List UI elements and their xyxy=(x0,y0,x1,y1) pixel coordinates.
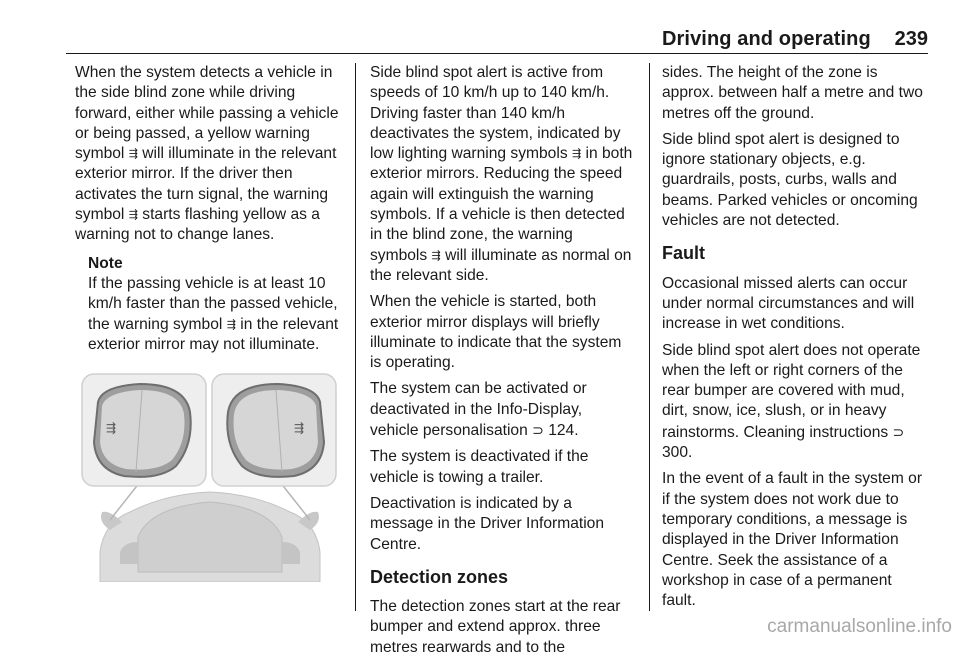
column-2 xyxy=(370,63,634,664)
paragraph: The system is deactivated if the vehicle is towing a trailer. xyxy=(370,448,589,486)
page-header xyxy=(66,26,928,54)
column-divider xyxy=(649,63,650,611)
page-reference-icon: ⊃ xyxy=(892,423,905,440)
watermark: carmanualsonline.info xyxy=(767,616,952,637)
section-title: Driving and operating xyxy=(662,28,871,50)
paragraph: In the event of a fault in the system or if the system does not work due to temporary conditions, a message is displayed in the Driver Information Centre. Seek the assistance of a workshop in case of a permanent fault. xyxy=(662,470,923,610)
page-reference[interactable]: 300. xyxy=(662,444,693,462)
column-1 xyxy=(75,63,353,355)
paragraph: Side blind spot alert does not operate when the left or right corners of the rear bumper are covered with mud, dirt, snow, ice, slush, or in heavy rainstorms. Cleaning instructions ⊃ 300. xyxy=(662,341,921,462)
heading-fault: Fault xyxy=(662,243,705,264)
header-rule xyxy=(66,53,928,54)
paragraph: When the vehicle is started, both exterior mirror displays will briefly illuminate to indicate that the system is operating. xyxy=(370,293,622,372)
mirror-illustration xyxy=(80,372,338,582)
paragraph: Occasional missed alerts can occur under normal circumstances and will increase in wet conditions. xyxy=(662,274,915,333)
heading-detection-zones: Detection zones xyxy=(370,566,509,587)
page-number: 239 xyxy=(894,28,928,50)
column-divider xyxy=(355,63,356,611)
page-reference-icon: ⊃ xyxy=(532,422,544,439)
svg-text:⇶: ⇶ xyxy=(294,421,305,435)
paragraph: The system can be activated or deactivated in the Info-Display, vehicle personalisation ⊃ 124. xyxy=(370,380,587,440)
svg-text:⇶: ⇶ xyxy=(106,421,117,435)
note-text: If the passing vehicle is at least 10 km/h faster than the passed vehicle, the warning symbol ⇶ in the relevant exterior mirror may not illuminate. xyxy=(88,274,339,353)
blind-spot-warning-icon: ⇶ xyxy=(431,249,441,262)
column-3 xyxy=(662,63,928,617)
blind-spot-warning-icon: ⇶ xyxy=(571,148,582,161)
paragraph: Side blind spot alert is designed to ignore stationary objects, e.g. guardrails, posts, curbs, walls and beams. Parked vehicles or oncoming vehicles are not detected. xyxy=(662,130,918,230)
blind-spot-warning-icon: ⇶ xyxy=(128,148,138,161)
note-title: Note xyxy=(88,254,123,272)
paragraph: sides. The height of the zone is approx. between half a metre and two metres off the ground. xyxy=(662,64,923,122)
page-reference[interactable]: 124. xyxy=(548,422,579,440)
blind-spot-warning-icon: ⇶ xyxy=(226,318,236,331)
paragraph: The detection zones start at the rear bumper and extend approx. three metres rearwards and to the xyxy=(370,598,621,656)
note-box xyxy=(88,254,353,355)
paragraph: When the system detects a vehicle in the side blind zone while driving forward, either while passing a vehicle or being passed, a yellow warning symbol ⇶ will illuminate in the relevant exterior mirror. If the driver then activates the turn signal, the warning symbol ⇶ starts flashing yellow as a warning not to change lanes. xyxy=(75,64,339,244)
paragraph: Side blind spot alert is active from speeds of 10 km/h up to 140 km/h. Driving faster than 140 km/h deactivates the system, indicated by low lighting warning symbols ⇶ in both exterior mirrors. Reducing the speed again will extinguish the warning symbols. If a vehicle is then detected in the blind zone, the warning symbols ⇶ will illuminate as normal on the relevant side. xyxy=(370,64,633,284)
blind-spot-warning-icon: ⇶ xyxy=(128,209,138,222)
paragraph: Deactivation is indicated by a message in the Driver Information Centre. xyxy=(370,494,605,553)
